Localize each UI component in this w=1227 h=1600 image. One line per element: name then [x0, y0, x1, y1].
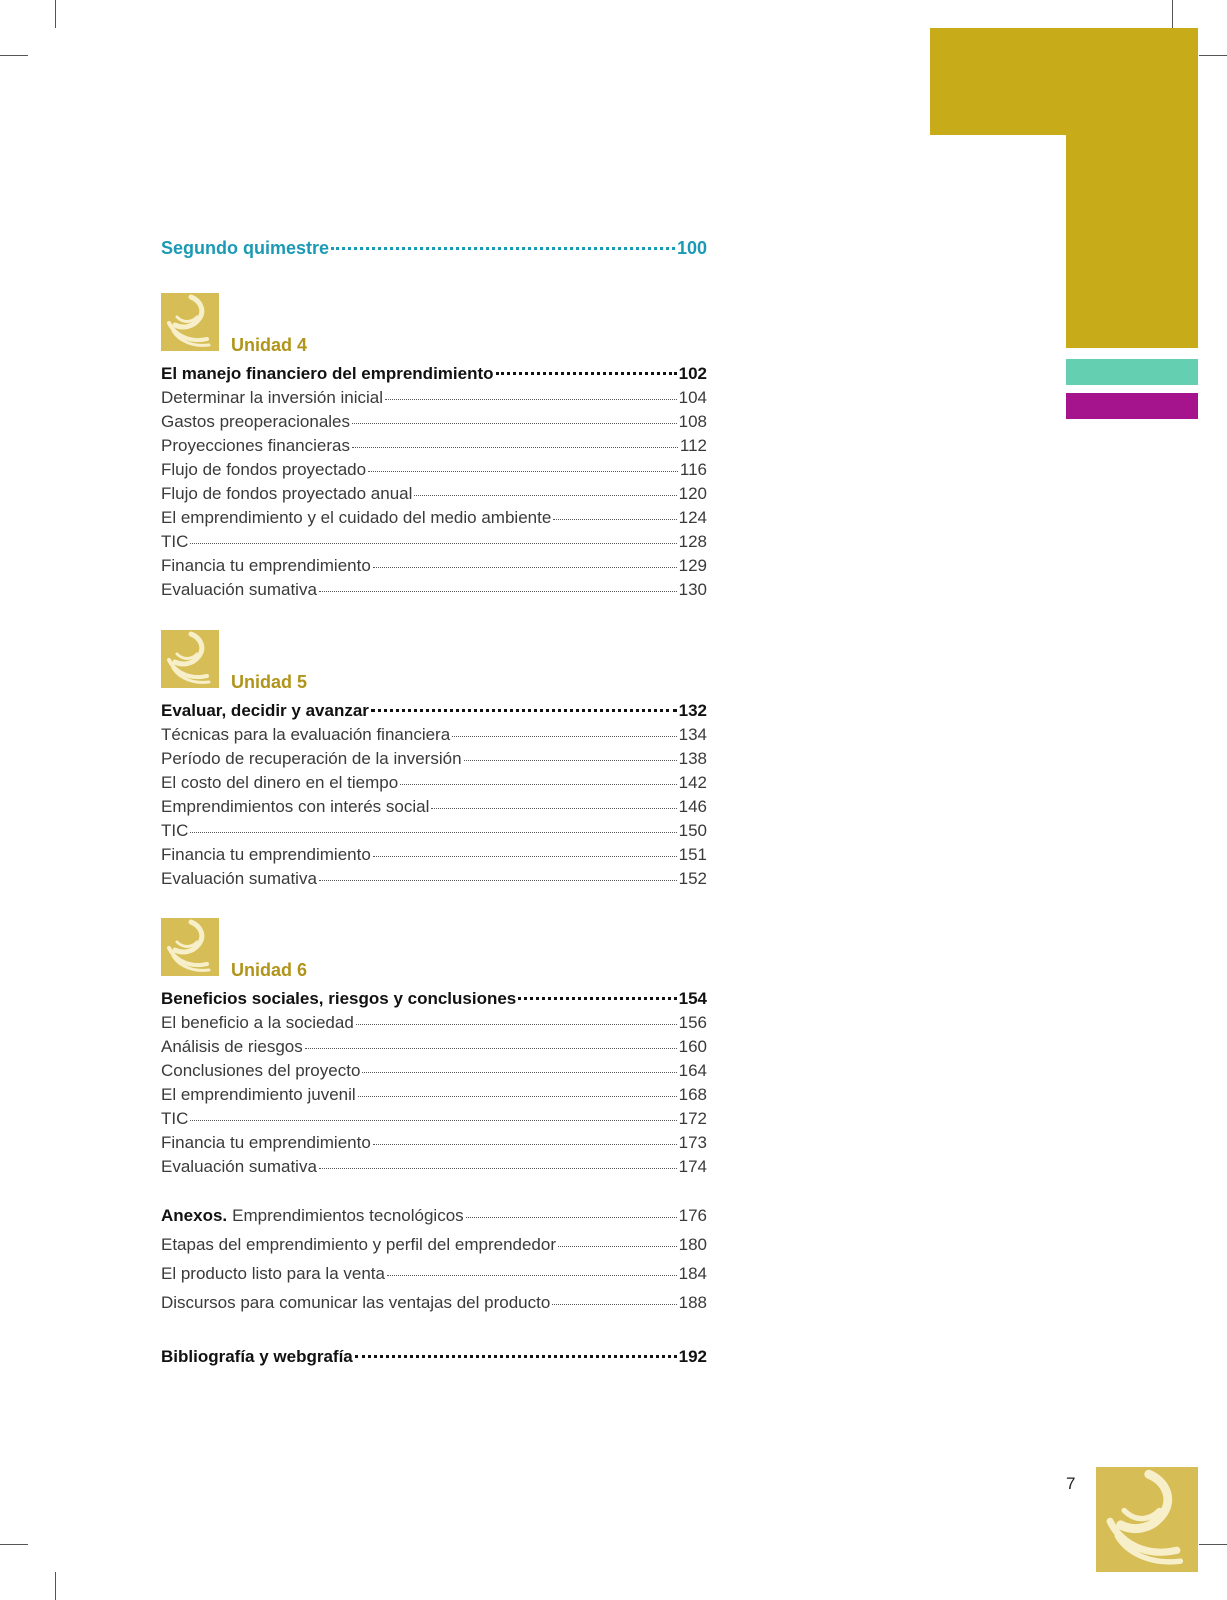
dot-leader	[496, 372, 677, 375]
dot-leader	[190, 832, 676, 833]
entry-page: 124	[678, 508, 707, 527]
dot-leader	[305, 1048, 677, 1049]
entry-title: Evaluación sumativa	[161, 1157, 317, 1176]
dot-leader	[352, 447, 678, 448]
entry-page: 129	[678, 556, 707, 575]
entry-page: 184	[678, 1264, 707, 1283]
entry-title: Flujo de fondos proyectado anual	[161, 484, 413, 503]
entry-page: 164	[678, 1061, 707, 1080]
entry-page: 174	[678, 1157, 707, 1176]
section-title: Segundo quimestre	[161, 238, 330, 258]
toc-row[interactable]	[161, 1013, 707, 1033]
dot-leader	[387, 1275, 677, 1276]
toc-row[interactable]	[161, 773, 707, 793]
entry-page: 156	[678, 1013, 707, 1032]
entry-page: 150	[678, 821, 707, 840]
entry-title: TIC	[161, 821, 189, 840]
unit-label: Unidad 6	[231, 960, 308, 980]
hand-icon	[161, 630, 219, 688]
entry-page: 138	[678, 749, 707, 768]
annex-heading: Anexos.	[161, 1206, 228, 1225]
dot-leader	[352, 423, 677, 424]
dot-leader	[368, 471, 678, 472]
hand-icon	[161, 293, 219, 351]
dot-leader	[190, 543, 676, 544]
crop-mark	[1199, 1544, 1227, 1545]
dot-leader	[552, 1304, 676, 1305]
entry-page: 120	[678, 484, 707, 503]
entry-title: Proyecciones financieras	[161, 436, 350, 455]
entry-page: 102	[678, 364, 707, 383]
dot-leader	[356, 1024, 677, 1025]
toc-row[interactable]	[161, 797, 707, 817]
entry-page: 134	[678, 725, 707, 744]
dot-leader	[431, 808, 676, 809]
dot-leader	[553, 519, 676, 520]
toc-row[interactable]	[161, 1264, 707, 1284]
dot-leader	[373, 856, 677, 857]
toc-row[interactable]	[161, 989, 707, 1009]
entry-title: Emprendimientos tecnológicos	[232, 1206, 464, 1225]
toc-row[interactable]	[161, 821, 707, 841]
dot-leader	[385, 399, 677, 400]
entry-title: TIC	[161, 532, 189, 551]
entry-page: 176	[678, 1206, 707, 1225]
entry-title: Financia tu emprendimiento	[161, 1133, 371, 1152]
entry-title: Evaluación sumativa	[161, 869, 317, 888]
dot-leader	[558, 1246, 677, 1247]
toc-row[interactable]	[161, 1133, 707, 1153]
page-number: 7	[1066, 1474, 1076, 1493]
toc-row[interactable]	[161, 508, 707, 528]
dot-leader	[362, 1072, 676, 1073]
entry-title: El emprendimiento y el cuidado del medio ambiente	[161, 508, 552, 527]
entry-title: Conclusiones del proyecto	[161, 1061, 361, 1080]
entry-title: Financia tu emprendimiento	[161, 845, 371, 864]
dot-leader	[400, 784, 676, 785]
entry-title: TIC	[161, 1109, 189, 1128]
entry-page: 168	[678, 1085, 707, 1104]
toc-row[interactable]	[161, 532, 707, 552]
toc-row[interactable]	[161, 749, 707, 769]
entry-title: Período de recuperación de la inversión	[161, 749, 462, 768]
entry-page: 112	[679, 436, 707, 455]
entry-title: Financia tu emprendimiento	[161, 556, 371, 575]
bibliography-title: Bibliografía y webgrafía	[161, 1347, 353, 1366]
unit-label: Unidad 4	[231, 335, 308, 355]
entry-page: 104	[678, 388, 707, 407]
dot-leader	[373, 567, 677, 568]
entry-title: Análisis de riesgos	[161, 1037, 303, 1056]
entry-page: 108	[678, 412, 707, 431]
crop-mark	[1172, 0, 1173, 28]
toc-row[interactable]	[161, 1235, 707, 1255]
entry-page: 152	[678, 869, 707, 888]
crop-mark	[0, 55, 28, 56]
hand-icon	[1096, 1467, 1198, 1572]
toc-row[interactable]	[161, 1085, 707, 1105]
entry-title: Evaluar, decidir y avanzar	[161, 701, 369, 720]
toc-row[interactable]	[161, 1061, 707, 1081]
toc-row[interactable]	[161, 1109, 707, 1129]
entry-title: El emprendimiento juvenil	[161, 1085, 356, 1104]
entry-title: Determinar la inversión inicial	[161, 388, 384, 407]
entry-title: El manejo financiero del emprendimiento	[161, 364, 494, 383]
entry-title: Técnicas para la evaluación financiera	[161, 725, 451, 744]
entry-title: El beneficio a la sociedad	[161, 1013, 354, 1032]
entry-page: 188	[678, 1293, 707, 1312]
crop-mark	[1199, 55, 1227, 56]
toc-row[interactable]	[161, 1293, 707, 1313]
toc-row[interactable]	[161, 701, 707, 721]
entry-title: Etapas del emprendimiento y perfil del emprendedor	[161, 1235, 557, 1254]
entry-page: 151	[678, 845, 707, 864]
teal-bar	[1066, 359, 1198, 385]
toc-row[interactable]	[161, 364, 707, 384]
toc-row-bibliography[interactable]	[161, 1347, 707, 1367]
dot-leader	[466, 1217, 677, 1218]
entry-page: 160	[678, 1037, 707, 1056]
dot-leader	[319, 880, 677, 881]
unit-label: Unidad 5	[231, 672, 308, 692]
entry-page: 180	[678, 1235, 707, 1254]
entry-title: Flujo de fondos proyectado	[161, 460, 367, 479]
dot-leader	[319, 591, 677, 592]
section-page: 100	[676, 238, 707, 258]
entry-title: Beneficios sociales, riesgos y conclusiones	[161, 989, 517, 1008]
crop-mark	[55, 1572, 56, 1600]
gold-block-column	[1066, 28, 1198, 348]
entry-title: Discursos para comunicar las ventajas del producto	[161, 1293, 551, 1312]
entry-title: Evaluación sumativa	[161, 580, 317, 599]
dot-leader	[452, 736, 676, 737]
toc-row[interactable]	[161, 412, 707, 432]
toc-row[interactable]	[161, 1206, 707, 1226]
toc-row[interactable]	[161, 580, 707, 600]
toc-row[interactable]	[161, 388, 707, 408]
bibliography-page: 192	[678, 1347, 707, 1366]
entry-title: El producto listo para la venta	[161, 1264, 385, 1283]
crop-mark	[0, 1544, 28, 1545]
entry-page: 130	[678, 580, 707, 599]
entry-title: Emprendimientos con interés social	[161, 797, 430, 816]
dot-leader	[371, 709, 677, 712]
crop-mark	[55, 0, 56, 28]
hand-icon	[161, 918, 219, 976]
toc-row[interactable]	[161, 436, 707, 456]
toc-row[interactable]	[161, 484, 707, 504]
dot-leader	[414, 495, 676, 496]
entry-page: 172	[678, 1109, 707, 1128]
entry-title: Gastos preoperacionales	[161, 412, 351, 431]
dot-leader	[518, 997, 676, 1000]
dot-leader	[355, 1355, 677, 1358]
toc-row[interactable]	[161, 725, 707, 745]
dot-leader	[319, 1168, 677, 1169]
toc-row[interactable]	[161, 1037, 707, 1057]
entry-page: 116	[679, 460, 707, 479]
toc-row[interactable]	[161, 845, 707, 865]
entry-page: 128	[678, 532, 707, 551]
entry-page: 142	[678, 773, 707, 792]
entry-page: 154	[678, 989, 707, 1008]
dot-leader	[373, 1144, 677, 1145]
dot-leader	[331, 247, 675, 250]
entry-page: 132	[678, 701, 707, 720]
entry-title: El costo del dinero en el tiempo	[161, 773, 399, 792]
dot-leader	[358, 1096, 677, 1097]
dot-leader	[464, 760, 677, 761]
toc-section-row[interactable]	[161, 238, 707, 259]
dot-leader	[190, 1120, 676, 1121]
toc-row[interactable]	[161, 556, 707, 576]
entry-page: 173	[678, 1133, 707, 1152]
entry-page: 146	[678, 797, 707, 816]
toc-row[interactable]	[161, 460, 707, 480]
toc-row[interactable]	[161, 1157, 707, 1177]
magenta-bar	[1066, 393, 1198, 419]
toc-row[interactable]	[161, 869, 707, 889]
